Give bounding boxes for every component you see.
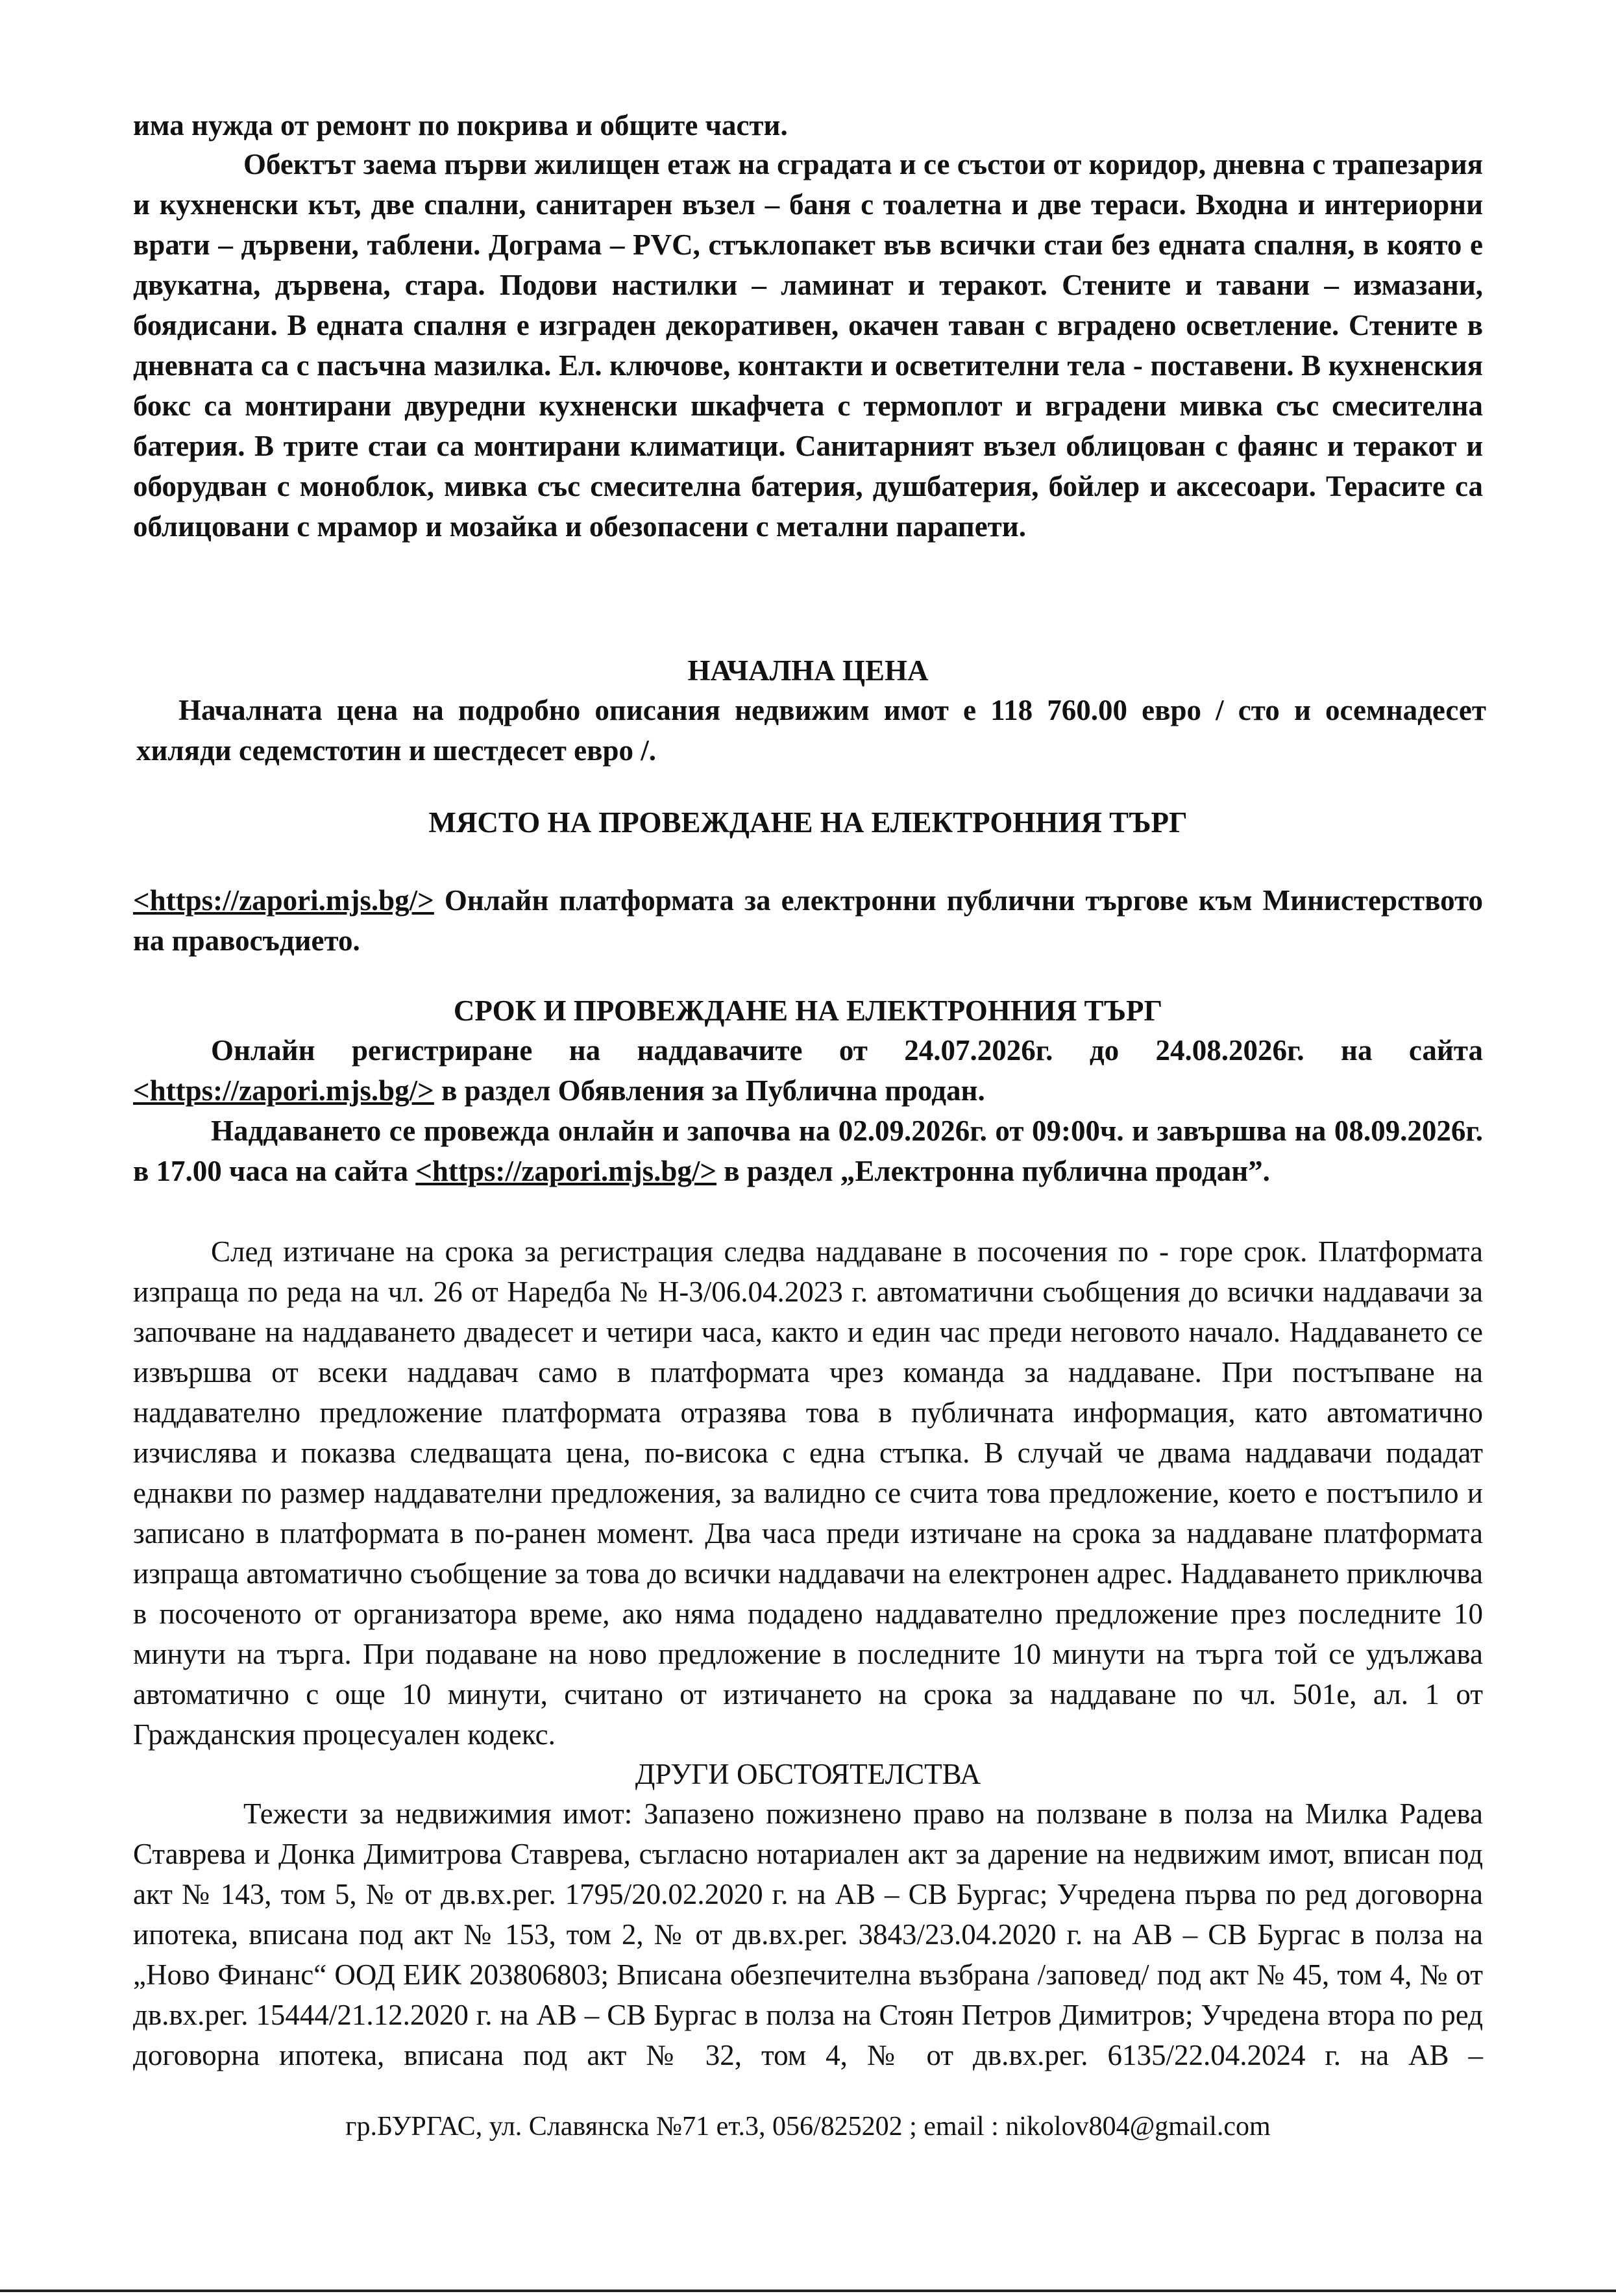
object-description [133, 144, 1483, 547]
auction-place-rest: Онлайн платформата за електронни публични търгове към Министерството на правосъдието. [133, 884, 1483, 957]
auction-place-heading-block [133, 803, 1483, 842]
footer-contact: гр.БУРГАС, ул. Славянска №71 ет.3, 056/825202 ; email : nikolov804@gmail.com [345, 2112, 1271, 2142]
intro-paragraph [133, 105, 1483, 145]
bidding-link[interactable]: <https://zapori.mjs.bg/> [415, 1155, 717, 1187]
encumbrances-paragraph [133, 1794, 1483, 2075]
auction-term-heading-block [133, 991, 1483, 1030]
registration-text-a: Онлайн регистриране на наддавачите от 24.07.2026г. до 24.08.2026г. на сайта [211, 1034, 1483, 1067]
starting-price-text: Началната цена на подробно описания недвижим имот е 118 760.00 евро / сто и осемнадесет хиляди седемстотин и шестдесет евро /. [136, 694, 1486, 767]
registration-link[interactable]: <https://zapori.mjs.bg/> [133, 1074, 434, 1107]
bidding-paragraph [133, 1111, 1483, 1191]
auction-place-heading: МЯСТО НА ПРОВЕЖДАНЕ НА ЕЛЕКТРОННИЯ ТЪРГ [428, 806, 1188, 839]
registration-paragraph [133, 1030, 1483, 1111]
platform-link[interactable]: <https://zapori.mjs.bg/> [133, 884, 434, 917]
starting-price-heading-block [133, 651, 1483, 690]
procedure-text: След изтичане на срока за регистрация следва наддаване в посочения по - горе срок. Платформата изпраща по реда на чл. 26 от Наредба № Н-3/06.04.2023 г. автоматични съобщения до всички наддавачи за започване на наддаването двадесет и четири часа, както и един час преди неговото начало. Наддаването се извършва от всеки наддавач само в платформата чрез команда за наддаване. При постъпване на наддавателно предложение платформата отразява това в публичната информация, като автоматично изчислява и показва следващата цена, по-висока с една стъпка. В случай че двама наддавачи подадат еднакви по размер наддавателни предложения, за валидно се счита това предложение, което е постъпило и записано в платформата в по-ранен момент. Два часа преди изтичане на срока за наддаване платформата изпраща автоматично съобщение за това до всички наддавачи на електронен адрес. Наддаването приключва в посоченото от организатора време, ако няма подадено наддавателно предложение през последните 10 минути на търга. При подаване на ново предложение в последните 10 минути на търга той се удължава автоматично с още 10 минути, считано от изтичането на срока за наддаване по чл. 501е, ал. 1 от Гражданския процесуален кодекс. [133, 1235, 1483, 1751]
auction-place-text [133, 880, 1483, 961]
bottom-rule [0, 2290, 1616, 2292]
registration-text-b: в раздел Обявления за Публична продан. [434, 1074, 985, 1107]
other-circumstances-heading: ДРУГИ ОБСТОЯТЕЛСТВА [635, 1758, 981, 1790]
starting-price-paragraph [136, 690, 1486, 771]
auction-place-paragraph [133, 880, 1483, 961]
procedure-paragraph [133, 1231, 1483, 1755]
bidding-text-b: в раздел „Електронна публична продан”. [716, 1155, 1270, 1187]
auction-term-heading: СРОК И ПРОВЕЖДАНЕ НА ЕЛЕКТРОННИЯ ТЪРГ [453, 994, 1163, 1027]
encumbrances-text: Тежести за недвижимия имот: Запазено пожизнено право на ползване в полза на Милка Радева Ставрева и Донка Димитрова Ставрева, съгласно нотариален акт за дарение на недвижим имот, вписан под акт № 143, том 5, № от дв.вх.рег. 1795/20.02.2020 г. на АВ – СВ Бургас; Учредена първа по ред договорна ипотека, вписана под акт № 153, том 2, № от дв.вх.рег. 3843/23.04.2020 г. на АВ – СВ Бургас в полза на „Ново Финанс“ ООД ЕИК 203806803; Вписана обезпечителна възбрана /заповед/ под акт № 45, том 4, № от дв.вх.рег. 15444/21.12.2020 г. на АВ – СВ Бургас в полза на Стоян Петров Димитров; Учредена втора по ред договорна ипотека, вписана под акт № 32, том 4, № от дв.вх.рег. 6135/22.04.2024 г. на АВ – [133, 1797, 1483, 2071]
bidding-text-a: Наддаването се провежда онлайн и започва на 02.09.2026г. от 09:00ч. и завършва на 08.09.2026г. в 17.00 часа на сайта [133, 1115, 1483, 1187]
other-circumstances-heading-block [133, 1755, 1483, 1794]
object-description-text: Обектът заема първи жилищен етаж на сградата и се състои от коридор, дневна с трапезария и кухненски кът, две спални, санитарен възел – баня с тоалетна и две тераси. Входна и интериорни врати – дървени, таблени. Дограма – PVC, стъклопакет във всички стаи без едната спалня, в която е двукатна, дървена, стара. Подови настилки – ламинат и теракот. Стените и тавани – измазани, боядисани. В едната спалня е изграден декоративен, окачен таван с вградено осветление. Стените в дневната са с пасъчна мазилка. Ел. ключове, контакти и осветителни тела - поставени. В кухненския бокс са монтирани двуредни кухненски шкафчета с термоплот и вградени мивка със смесителна батерия. В трите стаи са монтирани климатици. Санитарният възел облицован с фаянс и теракот и оборудван с моноблок, мивка със смесителна батерия, душбатерия, бойлер и аксесоари. Терасите са облицовани с мрамор и мозайка и обезопасени с метални парапети. [133, 148, 1483, 543]
bidding-text [133, 1111, 1483, 1191]
starting-price-heading: НАЧАЛНА ЦЕНА [687, 654, 929, 687]
registration-text [133, 1030, 1483, 1111]
intro-text: има нужда от ремонт по покрива и общите части. [133, 109, 788, 142]
